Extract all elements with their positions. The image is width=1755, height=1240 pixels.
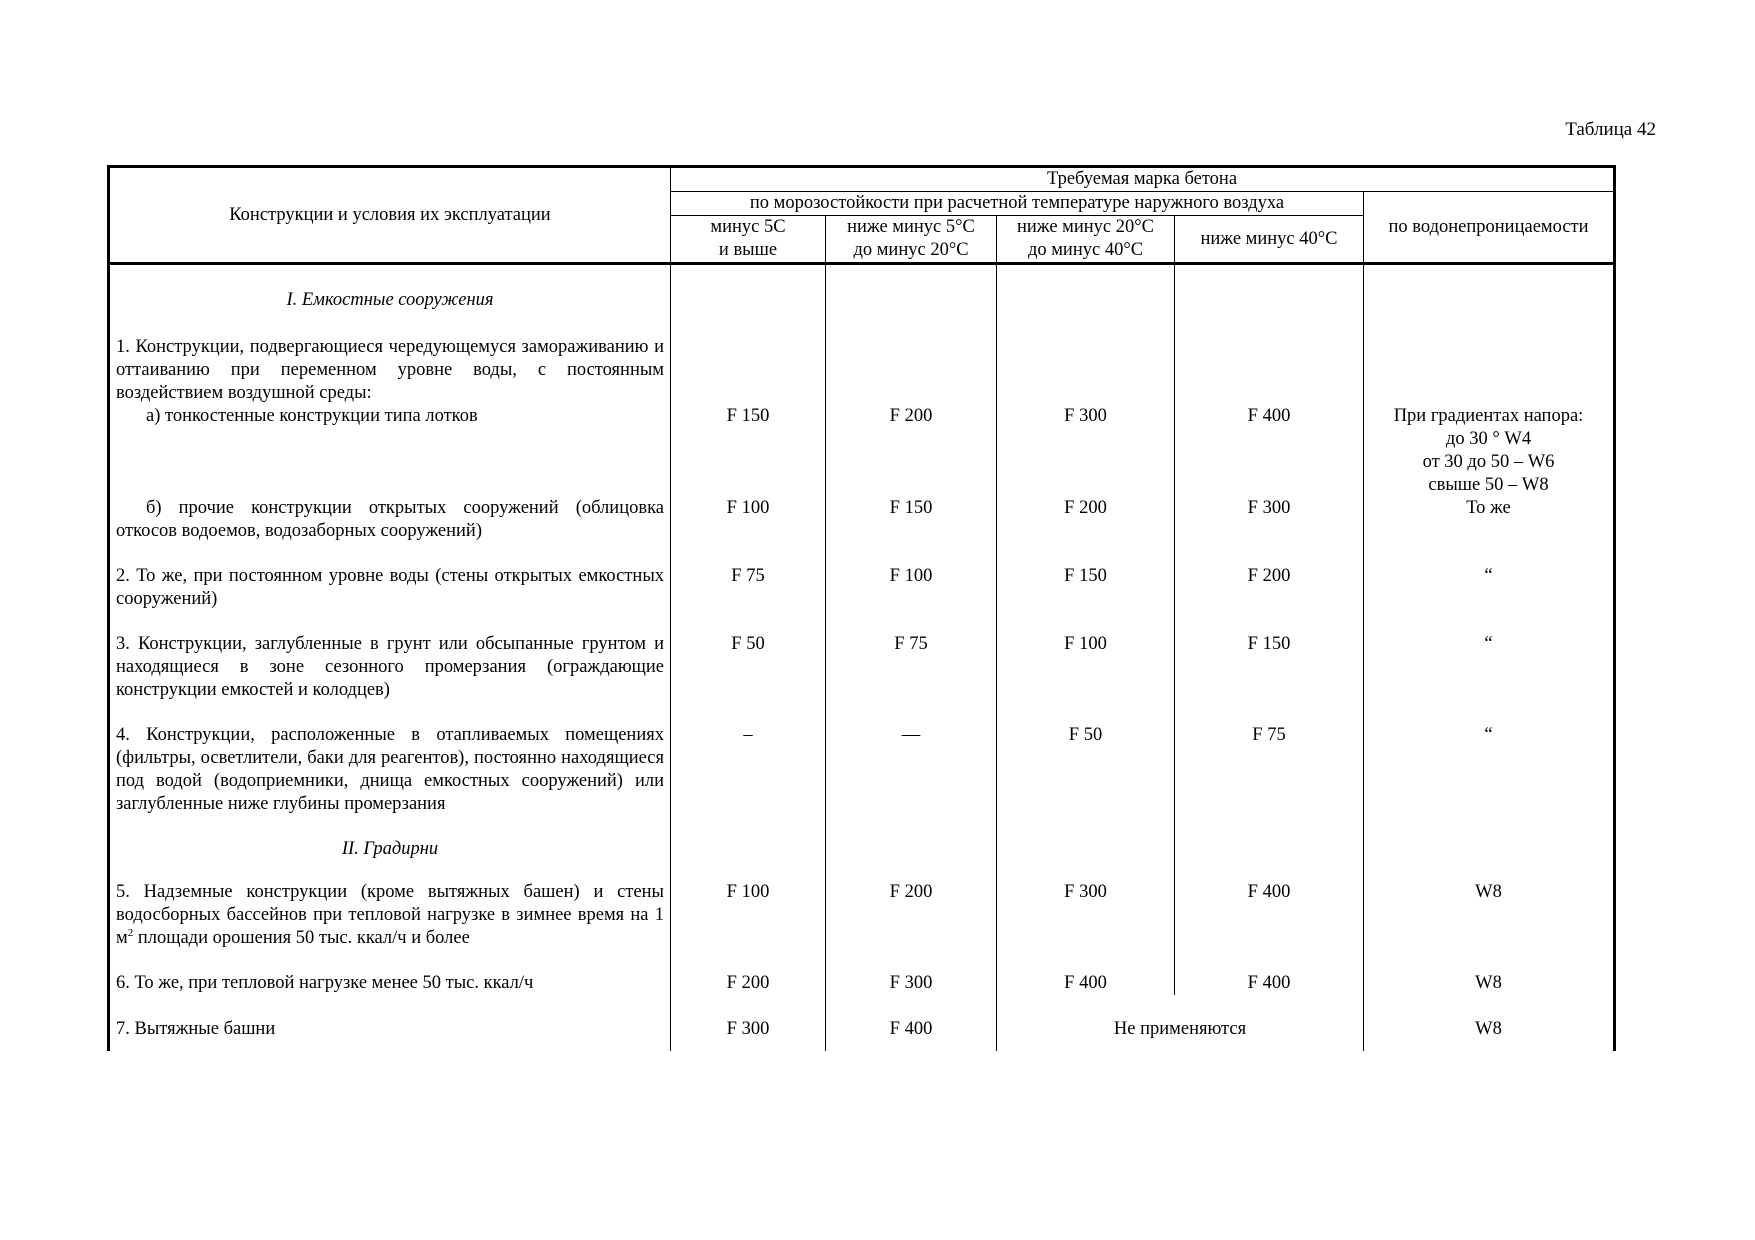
water-gradient-cell: При градиентах напора: до 30 ° W4 от 30 до 50 – W6 свыше 50 – W8	[1364, 336, 1615, 497]
value-cell: F 400	[1175, 881, 1364, 950]
header-temp-3: ниже минус 20°С до минус 40°С	[997, 216, 1175, 264]
value-cell: F 200	[671, 950, 826, 995]
value-cell: F 75	[671, 543, 826, 611]
water-cell: То же	[1364, 497, 1615, 543]
table-row	[109, 702, 1615, 816]
header-temp-2: ниже минус 5°С до минус 20°С	[826, 216, 997, 264]
row-2-description: 2. То же, при постоянном уровне воды (стены открытых емкостных сооружений)	[109, 543, 671, 611]
value-cell: F 150	[1175, 611, 1364, 702]
value-cell: F 100	[997, 611, 1175, 702]
value-cell: F 300	[1175, 497, 1364, 543]
value-cell: F 50	[997, 702, 1175, 816]
row-1-description: 1. Конструкции, подвергающиеся чередующемуся замораживанию и оттаиванию при переменном уровне воды, с постоянным воздействием воздушной среды: а) тонкостенные конструкции типа лотков	[109, 336, 671, 497]
value-cell: F 200	[826, 881, 997, 950]
value-cell: F 400	[997, 950, 1175, 995]
header-temp-4: ниже минус 40°С	[1175, 216, 1364, 264]
table-row	[109, 336, 1615, 497]
row-5-description: 5. Надземные конструкции (кроме вытяжных башен) и стены водосборных бассейнов при тепловой нагрузке в зимнее время на 1 $м^2$ площади орошения 50 тыс. ккал/ч и более	[109, 881, 671, 950]
value-cell: F 400	[826, 995, 997, 1051]
value-cell: F 150	[671, 336, 826, 497]
value-cell: F 200	[997, 497, 1175, 543]
header-frost-resistance: по морозостойкости при расчетной температуре наружного воздуха	[671, 192, 1364, 216]
section-row	[109, 264, 1615, 337]
value-cell: F 300	[826, 950, 997, 995]
value-cell: F 75	[1175, 702, 1364, 816]
row-7-description: 7. Вытяжные башни	[109, 995, 671, 1051]
water-cell: W8	[1364, 950, 1615, 995]
value-cell: —	[826, 702, 997, 816]
value-cell: F 100	[826, 543, 997, 611]
value-cell: F 300	[997, 336, 1175, 497]
row-1b-description: б) прочие конструкции открытых сооружений (облицовка откосов водоемов, водозаборных сооружений)	[116, 498, 664, 541]
value-cell: F 400	[1175, 336, 1364, 497]
header-construction: Конструкции и условия их эксплуатации	[109, 167, 671, 264]
header-required-grade: Требуемая марка бетона	[671, 167, 1615, 192]
table-row	[109, 950, 1615, 995]
table-caption: Таблица 42	[1565, 119, 1656, 140]
table-row	[109, 881, 1615, 950]
value-cell: –	[671, 702, 826, 816]
water-cell: W8	[1364, 881, 1615, 950]
value-cell: F 100	[671, 497, 826, 543]
value-cell: F 200	[1175, 543, 1364, 611]
value-cell: F 150	[997, 543, 1175, 611]
table-row	[109, 543, 1615, 611]
value-cell: F 75	[826, 611, 997, 702]
not-applicable-cell: Не применяются	[997, 995, 1364, 1051]
row-4-description: 4. Конструкции, расположенные в отапливаемых помещениях (фильтры, осветлители, баки для реагентов), постоянно находящиеся под водой (водоприемники, днища емкостных сооружений) или заглубленные ниже глубины промерзания	[109, 702, 671, 816]
section-title-2: II. Градирни	[109, 816, 671, 881]
value-cell: F 400	[1175, 950, 1364, 995]
header-temp-1: минус 5C и выше	[671, 216, 826, 264]
value-cell: F 300	[671, 995, 826, 1051]
row-3-description: 3. Конструкции, заглубленные в грунт или обсыпанные грунтом и находящиеся в зоне сезонного промерзания (ограждающие конструкции емкостей и колодцев)	[109, 611, 671, 702]
water-cell: “	[1364, 702, 1615, 816]
header-water-resistance: по водонепроницаемости	[1364, 192, 1615, 264]
section-title-1: I. Емкостные сооружения	[109, 264, 671, 337]
table-row	[109, 497, 1615, 543]
row-1a-description: а) тонкостенные конструкции типа лотков	[146, 406, 478, 426]
water-cell: “	[1364, 611, 1615, 702]
water-cell: W8	[1364, 995, 1615, 1051]
water-cell: “	[1364, 543, 1615, 611]
section-row	[109, 816, 1615, 881]
value-cell: F 300	[997, 881, 1175, 950]
concrete-grade-table	[107, 165, 1616, 1051]
row-6-description: 6. То же, при тепловой нагрузке менее 50 тыс. ккал/ч	[109, 950, 671, 995]
value-cell: F 150	[826, 497, 997, 543]
table-row	[109, 611, 1615, 702]
table-row	[109, 995, 1615, 1051]
value-cell: F 200	[826, 336, 997, 497]
value-cell: F 100	[671, 881, 826, 950]
value-cell: F 50	[671, 611, 826, 702]
